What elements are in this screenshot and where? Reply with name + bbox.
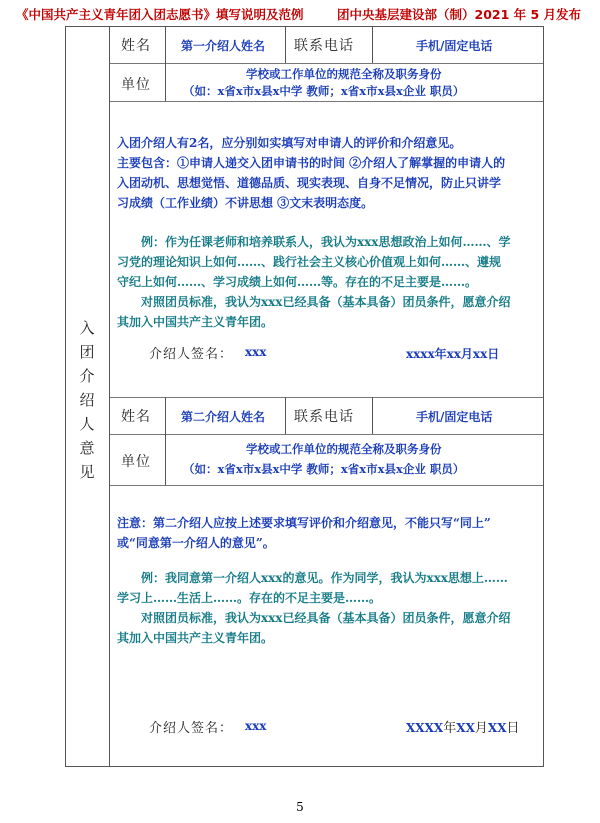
intro2-sign-value[interactable]: xxx [245, 719, 267, 733]
col-divider [285, 397, 286, 434]
col-divider [372, 26, 373, 63]
header-publisher: 团中央基层建设部（制）2021 年 5 月发布 [337, 7, 582, 22]
col-divider [285, 26, 286, 63]
intro1-phone-field[interactable]: 手机/固定电话 [416, 39, 493, 53]
row-divider [110, 63, 543, 64]
intro1-sign-value[interactable]: xxx [245, 345, 267, 359]
intro1-unit-label: 单位 [121, 77, 151, 93]
intro1-unit-line2[interactable]: （如：x省x市x县x中学 教师；x省x市x县x企业 职员） [183, 84, 465, 98]
intro2-example: 例：我同意第一介绍人xxx的意见。作为同学，我认为xxx思想上…… 学习上……生活上……。存在的不足主要是……。 对照团员标准，我认为xxx已经具备（基本具备）团员条件，愿意介绍 其加入中国共产主义青年团。 [117, 571, 511, 645]
intro1-sign-label: 介绍人签名： [149, 347, 234, 362]
row-divider [110, 397, 543, 398]
intro2-note: 注意：第二介绍人应按上述要求填写评价和介绍意见，不能只写“同上” 或“同意第一介绍人的意见”。 [117, 516, 491, 550]
col-divider [165, 26, 166, 101]
intro2-unit-label: 单位 [121, 454, 151, 470]
row-divider [110, 485, 543, 486]
col-divider [372, 397, 373, 434]
col-divider [165, 397, 166, 485]
intro2-date[interactable]: XXXX年XX月XX日 [406, 721, 520, 736]
intro1-date[interactable]: xxxx年xx月xx日 [406, 347, 500, 361]
page-header [0, 0, 600, 24]
intro1-instructions: 入团介绍人有2名，应分别如实填写对申请人的评价和介绍意见。 主要包含：①申请人递交入团申请书的时间 ②介绍人了解掌握的申请人的 入团动机、思想觉悟、道德品质、现实表现、自身不足情况，防止只讲学 习成绩（工作业绩）不讲思想 ③文末表明态度。 [117, 136, 506, 210]
intro2-phone-field[interactable]: 手机/固定电话 [416, 410, 493, 424]
intro1-phone-label: 联系电话 [294, 38, 354, 54]
intro1-name-field[interactable]: 第一介绍人姓名 [181, 39, 266, 53]
intro1-unit-line1[interactable]: 学校或工作单位的规范全称及职务身份 [246, 67, 442, 81]
intro1-name-label: 姓名 [121, 38, 151, 54]
intro1-example: 例：作为任课老师和培养联系人，我认为xxx思想政治上如何……、学 习党的理论知识上如何……、践行社会主义核心价值观上如何……、遵规 守纪上如何……、学习成绩上如何……等。存在的不足主要是……。 对照团员标准，我认为xxx已经具备（基本具备）团员条件，愿意介绍 其加入中国共产主义青年团。 [117, 235, 511, 329]
row-divider [110, 434, 543, 435]
side-label-introducer-opinion: 入 团 介 绍 人 意 见 [79, 319, 95, 481]
intro2-phone-label: 联系电话 [294, 409, 354, 425]
intro2-sign-label: 介绍人签名： [149, 721, 234, 736]
intro2-unit-line2[interactable]: （如：x省x市x县x中学 教师；x省x市x县x企业 职员） [183, 462, 465, 476]
row-divider [110, 101, 543, 102]
intro2-name-label: 姓名 [121, 409, 151, 425]
intro2-name-field[interactable]: 第二介绍人姓名 [181, 410, 266, 424]
page-number: 5 [296, 800, 304, 814]
header-title: 《中国共产主义青年团入团志愿书》填写说明及范例 [16, 7, 304, 22]
intro2-unit-line1[interactable]: 学校或工作单位的规范全称及职务身份 [246, 442, 442, 456]
